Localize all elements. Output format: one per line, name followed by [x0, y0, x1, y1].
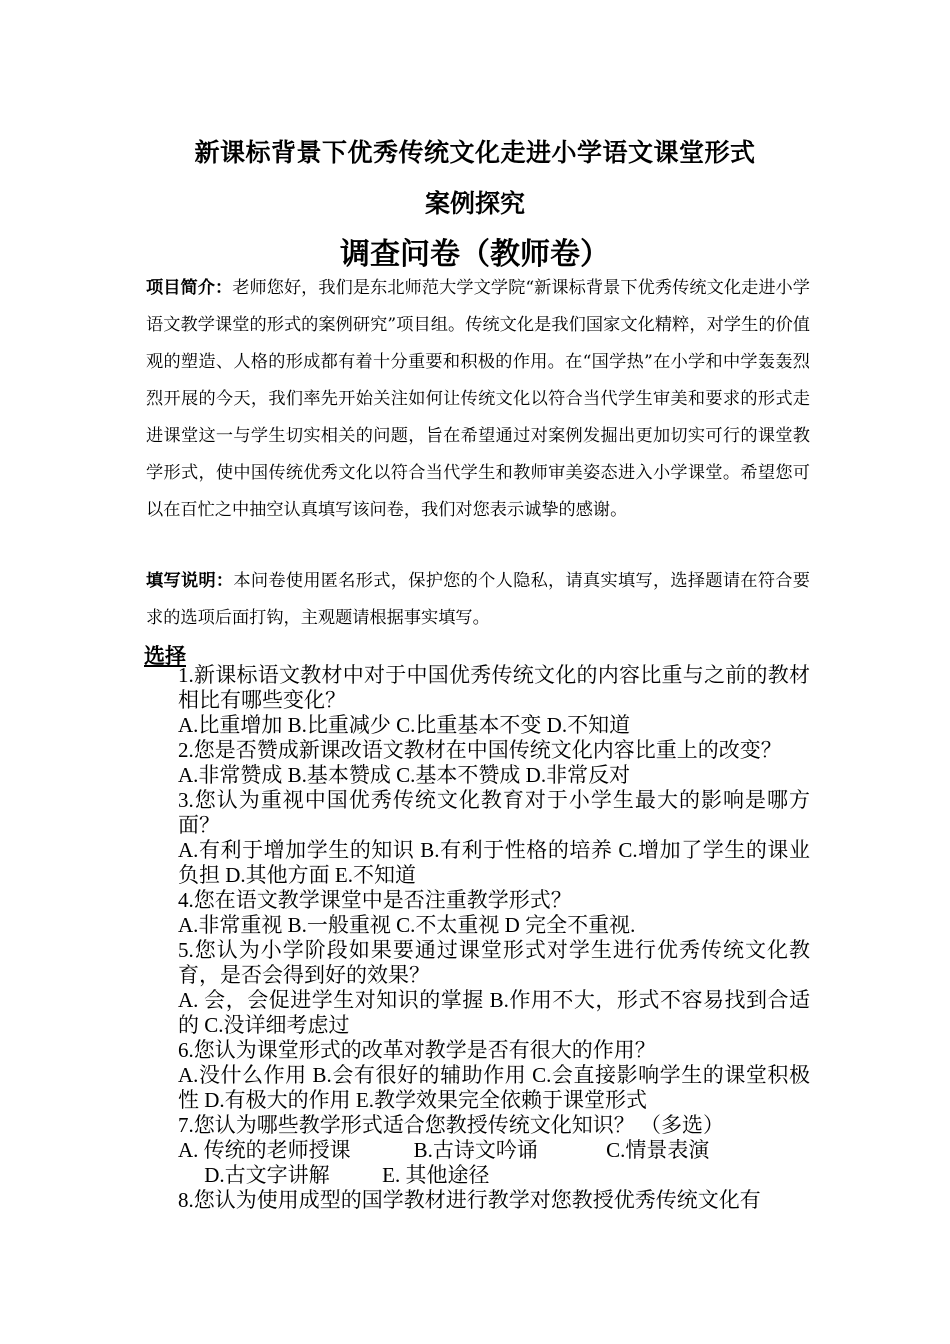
question-3-options: A.有利于增加学生的知识 B.有利于性格的培养 C.增加了学生的课业负担 D.其他方面 E.不知道: [178, 838, 810, 887]
question-5: 5.您认为小学阶段如果要通过课堂形式对学生进行优秀传统文化教育，是否会得到好的效果？: [178, 938, 810, 987]
question-6: 6.您认为课堂形式的改革对教学是否有很大的作用？: [178, 1038, 656, 1062]
question-2-options: A.非常赞成 B.基本赞成 C.基本不赞成 D.非常反对: [178, 763, 631, 787]
project-intro-label: 项目简介：: [146, 278, 233, 298]
question-6-options: A.没什么作用 B.会有很好的辅助作用 C.会直接影响学生的课堂积极性 D.有极大的作用 E.教学效果完全依赖于课堂形式: [178, 1063, 810, 1112]
question-4-options: A.非常重视 B.一般重视 C.不太重视 D 完全不重视.: [178, 913, 636, 937]
document-title: 新课标背景下优秀传统文化走进小学语文课堂形式: [194, 138, 756, 167]
document-subtitle: 调查问卷（教师卷）: [340, 237, 610, 272]
project-intro: [146, 270, 810, 529]
question-4: 4.您在语文教学课堂中是否注重教学形式？: [178, 888, 572, 912]
project-intro-text: 老师您好，我们是东北师范大学文学院“新课标背景下优秀传统文化走进小学语文教学课堂的形式的案例研究”项目组。传统文化是我们国家文化精粹，对学生的价值观的塑造、人格的形成都有着十分重要和积极的作用。在“国学热”在小学和中学轰轰烈烈开展的今天，我们率先开始关注如何让传统文化以符合当代学生审美和要求的形式走进课堂这一与学生切实相关的问题，旨在希望通过对案例发掘出更加切实可行的课堂教学形式，使中国传统优秀文化以符合当代学生和教师审美姿态进入小学课堂。希望您可以在百忙之中抽空认真填写该问卷，我们对您表示诚挚的感谢。: [146, 278, 810, 520]
question-list: [178, 663, 810, 1213]
fill-instructions-label: 填写说明：: [146, 571, 234, 591]
question-1: 1.新课标语文教材中对于中国优秀传统文化的内容比重与之前的教材相比有哪些变化？: [178, 663, 810, 712]
question-7: 7.您认为哪些教学形式适合您教授传统文化知识？ （多选）: [178, 1113, 724, 1137]
question-7-options: A. 传统的老师授课 B.古诗文吟诵 C.情景表演 D.古文字讲解 E. 其他途径: [178, 1138, 710, 1187]
question-8: 8.您认为使用成型的国学教材进行教学对您教授优秀传统文化有: [178, 1188, 761, 1212]
question-5-options: A. 会，会促进学生对知识的掌握 B.作用不大，形式不容易找到合适的 C.没详细考虑过: [178, 988, 810, 1037]
question-1-options: A.比重增加 B.比重减少 C.比重基本不变 D.不知道: [178, 713, 631, 737]
question-2: 2.您是否赞成新课改语文教材在中国传统文化内容比重上的改变？: [178, 738, 782, 762]
document-title-continued: 案例探究: [424, 189, 525, 218]
fill-instructions: [146, 563, 810, 637]
fill-instructions-text: 本问卷使用匿名形式，保护您的个人隐私，请真实填写，选择题请在符合要求的选项后面打钩，主观题请根据事实填写。: [146, 571, 810, 628]
section-heading-choice: 选择: [144, 643, 186, 668]
question-3: 3.您认为重视中国优秀传统文化教育对于小学生最大的影响是哪方面？: [178, 788, 810, 837]
